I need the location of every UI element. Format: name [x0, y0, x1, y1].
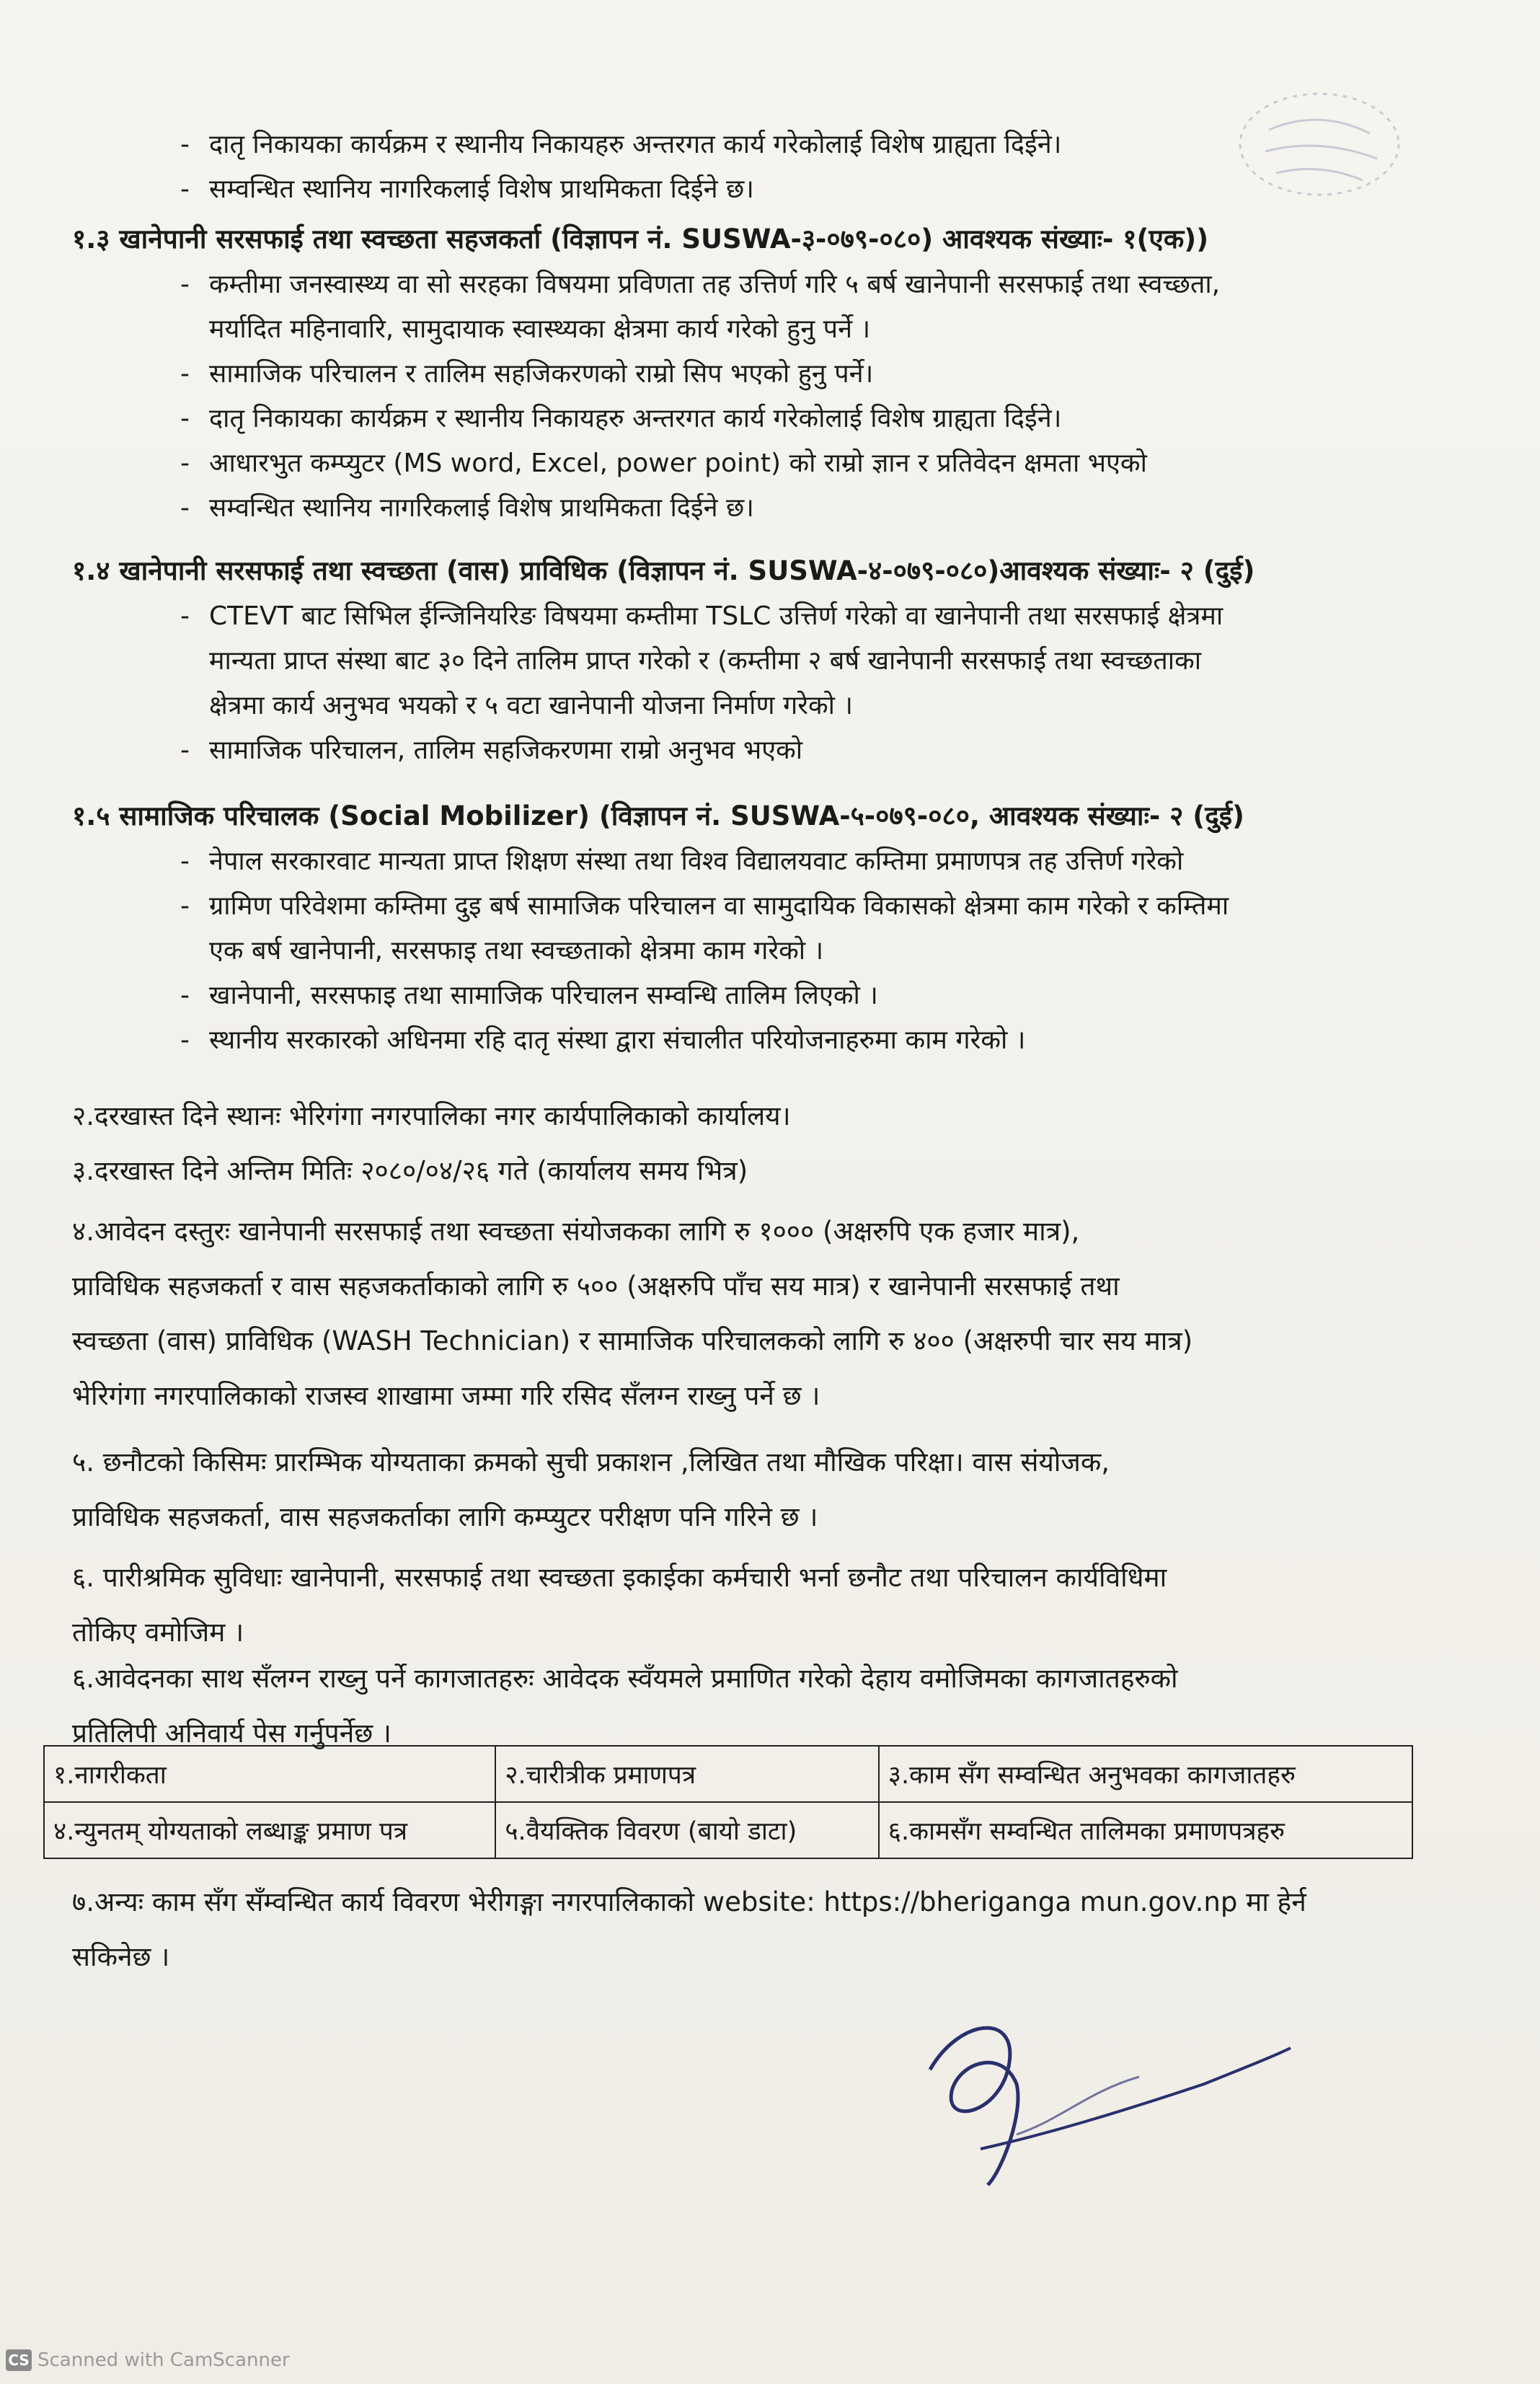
list-item: - CTEVT बाट सिभिल ईन्जिनियरिङ विषयमा कम्तीमा TSLC उत्तिर्ण गरेको वा खानेपानी तथा सरसफाई क्षेत्रमा — [180, 601, 1223, 631]
list-item-continuation: मर्यादित महिनावारि, सामुदायाक स्वास्थ्यका क्षेत्रमा कार्य गरेको हुनु पर्ने । — [209, 314, 871, 344]
camscanner-logo-icon: CS — [6, 2349, 32, 2371]
application-place: २.दरखास्त दिने स्थानः भेरिगंगा नगरपालिका नगर कार्यपालिकाको कार्यालय। — [72, 1100, 791, 1131]
paragraph-line: स्वच्छता (वास) प्राविधिक (WASH Technician) र सामाजिक परिचालकको लागि रु ४०० (अक्षरुपी चार सय मात्र) — [72, 1325, 1193, 1356]
section-heading: १.५ सामाजिक परिचालक (Social Mobilizer) (विज्ञापन नं. SUSWA-५-०७९-०८०, आवश्यक संख्याः- २ (दुई) — [72, 800, 1244, 831]
paragraph-line: भेरिगंगा नगरपालिकाको राजस्व शाखामा जम्मा गरि रसिद सँलग्न राख्नु पर्ने छ । — [72, 1380, 820, 1411]
list-item: - आधारभुत कम्प्युटर (MS word, Excel, power point) को राम्रो ज्ञान र प्रतिवेदन क्षमता भएको — [180, 449, 1147, 478]
list-item-continuation: क्षेत्रमा कार्य अनुभव भयको र ५ वटा खानेपानी योजना निर्माण गरेको । — [209, 691, 854, 720]
section-4-fee — [72, 1204, 1428, 1423]
footer-text: Scanned with CamScanner — [37, 2349, 290, 2371]
section-heading: १.४ खानेपानी सरसफाई तथा स्वच्छता (वास) प्राविधिक (विज्ञापन नं. SUSWA-४-०७९-०८०)आवश्यक संख्याः- २ (दुई) — [72, 555, 1255, 586]
paragraph-line: प्रतिलिपी अनिवार्य पेस गर्नुपर्नेछ । — [72, 1718, 391, 1749]
paragraph-line: ६.आवेदनका साथ सँलग्न राख्नु पर्ने कागजातहरुः आवेदक स्वँयमले प्रमाणित गरेको देहाय वमोजिमका कागजातहरुको — [72, 1663, 1178, 1694]
list-item: - नेपाल सरकारवाट मान्यता प्राप्त शिक्षण संस्था तथा विश्व विद्यालयवाट कम्तिमा प्रमाणपत्र तह उत्तिर्ण गरेको — [180, 847, 1184, 876]
list-item: - सामाजिक परिचालन, तालिम सहजिकरणमा राम्रो अनुभव भएको — [180, 736, 803, 765]
camscanner-footer — [6, 2349, 290, 2371]
paragraph-line: ७.अन्यः काम सँग सँम्वन्धित कार्य विवरण भेरीगङ्गा नगरपालिकाको website: https://bheriganga mun.gov.np मा हेर्न — [72, 1886, 1306, 1917]
list-item: - सम्वन्धित स्थानिय नागरिकलाई विशेष प्राथमिकता दिईने छ। — [180, 493, 754, 523]
section-1-5 — [72, 793, 1428, 1063]
section-7-other — [72, 1875, 1428, 1985]
list-item: - सामाजिक परिचालन र तालिम सहजिकरणको राम्रो सिप भएको हुनु पर्ने। — [180, 359, 874, 389]
paragraph-line: ६. पारीश्रमिक सुविधाः खानेपानी, सरसफाई तथा स्वच्छता इकाईका कर्मचारी भर्ना छनौट तथा परिचालन कार्यविधिमा — [72, 1562, 1167, 1593]
list-item: - ग्रामिण परिवेशमा कम्तिमा दुइ बर्ष सामाजिक परिचालन वा सामुदायिक विकासको क्षेत्रमा काम गरेको र कम्तिमा — [180, 891, 1229, 921]
section-5-selection — [72, 1435, 1428, 1545]
section-6-remuneration — [72, 1550, 1428, 1660]
documents-table — [43, 1745, 1413, 1859]
table-cell: ३.काम सँग सम्वन्धित अनुभवका कागजातहरु — [879, 1746, 1412, 1802]
paragraph-line: ५. छनौटको किसिमः प्रारम्भिक योग्यताका क्रमको सुची प्रकाशन ,लिखित तथा मौखिक परिक्षा। वास संयोजक, — [72, 1447, 1110, 1478]
table-row — [44, 1746, 1412, 1802]
table-cell: ५.वैयक्तिक विवरण (बायो डाटा) — [495, 1802, 878, 1858]
list-item: - स्थानीय सरकारको अधिनमा रहि दातृ संस्था द्वारा संचालीत परियोजनाहरुमा काम गरेको । — [180, 1025, 1026, 1055]
paragraph-line: सकिनेछ । — [72, 1941, 170, 1972]
section-1-4 — [72, 548, 1428, 773]
list-item: - कम्तीमा जनस्वास्थ्य वा सो सरहका विषयमा प्रविणता तह उत्तिर्ण गरि ५ बर्ष खानेपानी सरसफाई तथा स्वच्छता, — [180, 270, 1221, 299]
list-item: - सम्वन्धित स्थानिय नागरिकलाई विशेष प्राथमिकता दिईने छ। — [180, 175, 754, 204]
paragraph-line: प्राविधिक सहजकर्ता र वास सहजकर्ताकाको लागि रु ५०० (अक्षरुपि पाँच सय मात्र) र खानेपानी सरसफाई तथा — [72, 1271, 1120, 1302]
table-cell: १.नागरीकता — [44, 1746, 495, 1802]
section-heading: १.३ खानेपानी सरसफाई तथा स्वच्छता सहजकर्ता (विज्ञापन नं. SUSWA-३-०७९-०८०) आवश्यक संख्याः- १(एक)) — [72, 224, 1209, 255]
table-cell: ६.कामसँग सम्वन्धित तालिमका प्रमाणपत्रहरु — [879, 1802, 1412, 1858]
table-cell: २.चारीत्रीक प्रमाणपत्र — [495, 1746, 878, 1802]
list-item-continuation: मान्यता प्राप्त संस्था बाट ३० दिने तालिम प्राप्त गरेको र (कम्तीमा २ बर्ष खानेपानी सरसफाई तथा स्वच्छताका — [209, 646, 1202, 676]
list-item: - खानेपानी, सरसफाइ तथा सामाजिक परिचालन सम्वन्धि तालिम लिएको । — [180, 981, 878, 1010]
intro-bullets — [72, 123, 1428, 212]
table-cell: ४.न्युनतम् योग्यताको लब्धाङ्क प्रमाण पत्र — [44, 1802, 495, 1858]
table-row — [44, 1802, 1412, 1858]
paragraph-line: प्राविधिक सहजकर्ता, वास सहजकर्ताका लागि कम्प्युटर परीक्षण पनि गरिने छ । — [72, 1501, 818, 1532]
signature-icon — [901, 2005, 1305, 2192]
paragraph-line: ४.आवेदन दस्तुरः खानेपानी सरसफाई तथा स्वच्छता संयोजकका लागि रु १००० (अक्षरुपि एक हजार मात्र), — [72, 1216, 1080, 1247]
section-1-3 — [72, 216, 1428, 531]
list-item-continuation: एक बर्ष खानेपानी, सरसफाइ तथा स्वच्छताको क्षेत्रमा काम गरेको । — [209, 936, 824, 966]
list-item: - दातृ निकायका कार्यक्रम र स्थानीय निकायहरु अन्तरगत कार्य गरेकोलाई विशेष ग्राह्यता दिईने। — [180, 130, 1062, 159]
paragraph-line: तोकिए वमोजिम । — [72, 1617, 244, 1648]
section-2-3 — [72, 1089, 1428, 1198]
application-deadline: ३.दरखास्त दिने अन्तिम मितिः २०८०/०४/२६ गते (कार्यालय समय भित्र) — [72, 1155, 748, 1186]
list-item: - दातृ निकायका कार्यक्रम र स्थानीय निकायहरु अन्तरगत कार्य गरेकोलाई विशेष ग्राह्यता दिईने। — [180, 404, 1062, 433]
